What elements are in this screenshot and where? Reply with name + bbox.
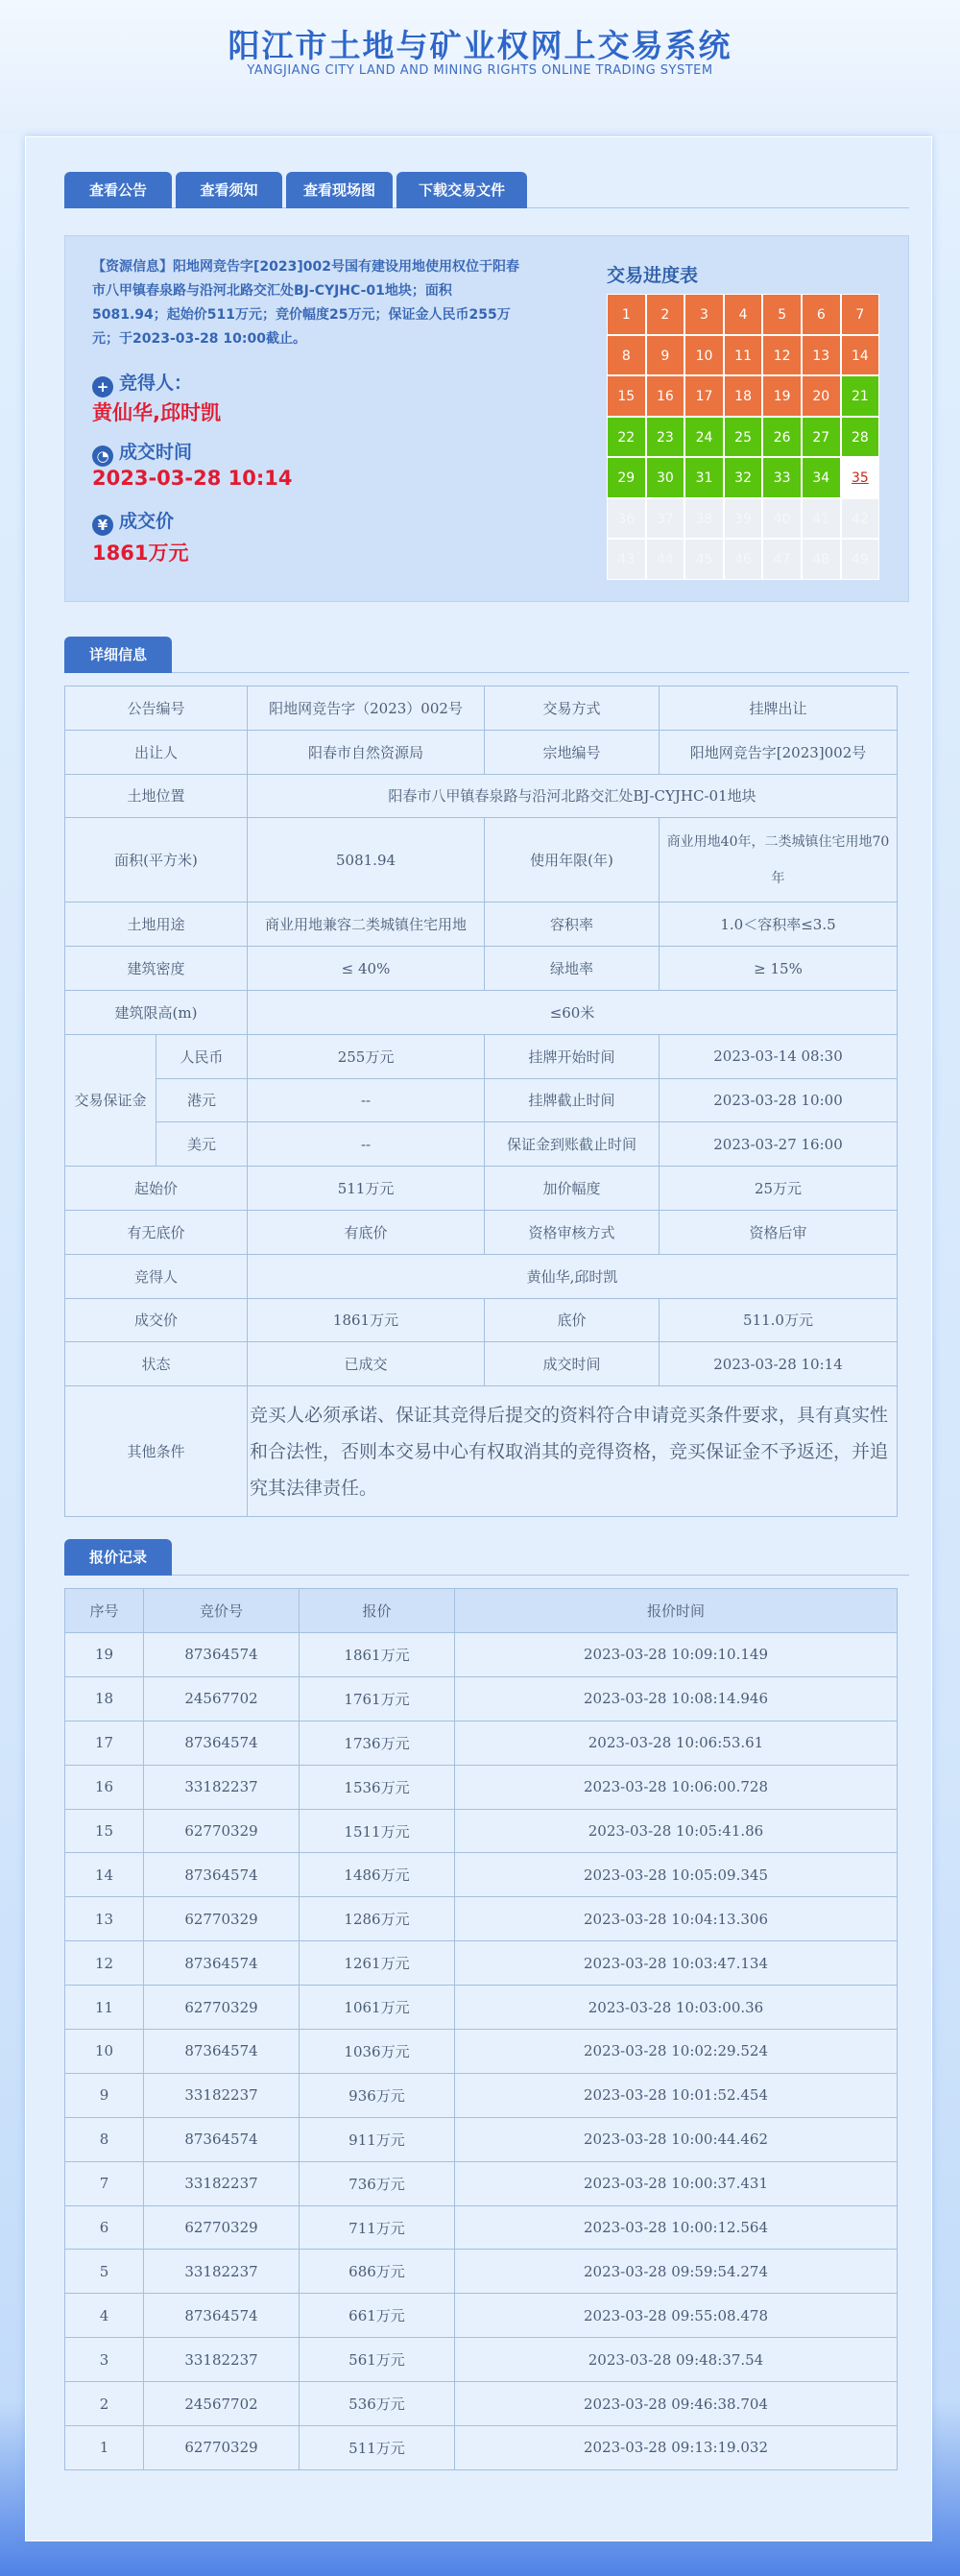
progress-cell: 27 [802, 417, 841, 458]
progress-cell: 26 [762, 417, 802, 458]
deal-time-value: 2023-03-28 10:14 [92, 467, 293, 490]
progress-cell: 41 [802, 498, 841, 540]
progress-grid [607, 294, 879, 580]
bid-row [65, 2073, 898, 2117]
progress-cell: 38 [684, 498, 724, 540]
progress-cell: 23 [646, 417, 685, 458]
detail-row: 其他条件 竞买人必须承诺、保证其竞得后提交的资料符合申请竞买条件要求，具有真实性和合法性，否则本交易中心有权取消其的竞得资格，竞买保证金不予返还，并追究其法律责任。 [65, 1386, 898, 1517]
progress-cell[interactable]: 35 [841, 457, 880, 498]
bid-cell: 1036万元 [300, 2030, 455, 2074]
bid-cell: 5 [65, 2250, 144, 2294]
bid-cell: 2023-03-28 10:00:12.564 [455, 2205, 898, 2250]
detail-row: 建筑密度 ≤ 40% 绿地率 ≥ 15% [65, 947, 898, 991]
col-header: 竞价号 [144, 1589, 300, 1633]
main-panel [25, 136, 932, 2541]
bid-row [65, 2250, 898, 2294]
bid-cell: 15 [65, 1809, 144, 1853]
progress-cell: 22 [607, 417, 646, 458]
detail-row: 公告编号 阳地网竞告字（2023）002号 交易方式 挂牌出让 [65, 686, 898, 731]
tab-view-site-map[interactable]: 查看现场图 [286, 172, 393, 208]
progress-cell: 7 [841, 294, 880, 335]
progress-cell: 47 [762, 539, 802, 580]
bid-row [65, 1765, 898, 1809]
progress-cell: 46 [724, 539, 763, 580]
progress-cell: 28 [841, 417, 880, 458]
site-title: 阳江市土地与矿业权网上交易系统 [228, 27, 732, 64]
bid-row [65, 1986, 898, 2030]
deal-time-label-text: 成交时间 [119, 442, 193, 463]
bid-row [65, 1853, 898, 1897]
bid-cell: 936万元 [300, 2073, 455, 2117]
bid-cell: 736万元 [300, 2161, 455, 2205]
bid-cell: 2023-03-28 10:00:44.462 [455, 2117, 898, 2161]
progress-cell: 16 [646, 375, 685, 417]
progress-cell: 39 [724, 498, 763, 540]
progress-cell: 21 [841, 375, 880, 417]
bid-cell: 87364574 [144, 1721, 300, 1765]
bid-cell: 33182237 [144, 2338, 300, 2382]
progress-cell: 20 [802, 375, 841, 417]
bid-cell: 87364574 [144, 2117, 300, 2161]
bid-cell: 62770329 [144, 2205, 300, 2250]
bid-cell: 2023-03-28 10:04:13.306 [455, 1897, 898, 1941]
bid-cell: 1861万元 [300, 1633, 455, 1677]
bid-cell: 1261万元 [300, 1941, 455, 1986]
bid-cell: 14 [65, 1853, 144, 1897]
bids-header-row [65, 1589, 898, 1633]
bid-cell: 1 [65, 2426, 144, 2470]
bid-row [65, 1897, 898, 1941]
progress-cell: 33 [762, 457, 802, 498]
tab-view-notice[interactable]: 查看须知 [176, 172, 282, 208]
bid-row [65, 2161, 898, 2205]
bid-row [65, 2117, 898, 2161]
bid-cell: 33182237 [144, 2073, 300, 2117]
bid-row [65, 1941, 898, 1986]
bid-cell: 2023-03-28 10:06:00.728 [455, 1765, 898, 1809]
site-subtitle: YANGJIANG CITY LAND AND MINING RIGHTS ONLINE TRADING SYSTEM [247, 63, 713, 78]
bid-cell: 2023-03-28 09:13:19.032 [455, 2426, 898, 2470]
col-header: 序号 [65, 1589, 144, 1633]
progress-cell: 2 [646, 294, 685, 335]
bid-cell: 18 [65, 1676, 144, 1721]
bid-cell: 62770329 [144, 2426, 300, 2470]
bid-cell: 661万元 [300, 2294, 455, 2338]
bid-cell: 1536万元 [300, 1765, 455, 1809]
col-header: 报价时间 [455, 1589, 898, 1633]
bid-row [65, 1809, 898, 1853]
bid-cell: 62770329 [144, 1897, 300, 1941]
progress-cell: 9 [646, 335, 685, 376]
tab-view-announcement[interactable]: 查看公告 [64, 172, 172, 208]
bid-cell: 511万元 [300, 2426, 455, 2470]
detail-row: 土地位置 阳春市八甲镇春泉路与沿河北路交汇处BJ-CYJHC-01地块 [65, 774, 898, 818]
deal-price-label-text: 成交价 [119, 511, 175, 532]
bid-cell: 4 [65, 2294, 144, 2338]
progress-cell: 29 [607, 457, 646, 498]
progress-cell: 17 [684, 375, 724, 417]
tab-download-files[interactable]: 下载交易文件 [396, 172, 527, 208]
progress-cell: 19 [762, 375, 802, 417]
detail-row: 土地用途 商业用地兼容二类城镇住宅用地 容积率 1.0＜容积率≤3.5 [65, 903, 898, 947]
bid-cell: 2023-03-28 10:02:29.524 [455, 2030, 898, 2074]
bid-cell: 6 [65, 2205, 144, 2250]
plus-circle-icon: + [92, 376, 113, 397]
bid-cell: 33182237 [144, 2161, 300, 2205]
winner-label-text: 竞得人： [119, 373, 193, 394]
bid-cell: 711万元 [300, 2205, 455, 2250]
bid-cell: 2023-03-28 10:01:52.454 [455, 2073, 898, 2117]
bid-cell: 33182237 [144, 1765, 300, 1809]
bid-cell: 87364574 [144, 1941, 300, 1986]
progress-title: 交易进度表 [607, 265, 699, 286]
resource-info-box [64, 235, 909, 602]
detail-row: 有无底价 有底价 资格审核方式 资格后审 [65, 1210, 898, 1254]
bid-cell: 2023-03-28 09:46:38.704 [455, 2382, 898, 2426]
detail-row: 出让人 阳春市自然资源局 宗地编号 阳地网竞告字[2023]002号 [65, 730, 898, 774]
deal-price-label [92, 509, 174, 534]
progress-cell: 3 [684, 294, 724, 335]
progress-cell: 44 [646, 539, 685, 580]
detail-row: 建筑限高(m) ≤60米 [65, 990, 898, 1034]
bid-row [65, 1633, 898, 1677]
progress-cell: 36 [607, 498, 646, 540]
bid-cell: 686万元 [300, 2250, 455, 2294]
col-header: 报价 [300, 1589, 455, 1633]
progress-cell: 13 [802, 335, 841, 376]
page-header [0, 0, 960, 134]
bid-row [65, 2205, 898, 2250]
yen-icon: ¥ [92, 515, 113, 536]
bid-cell: 2 [65, 2382, 144, 2426]
progress-cell: 6 [802, 294, 841, 335]
progress-cell: 37 [646, 498, 685, 540]
bid-cell: 2023-03-28 10:06:53.61 [455, 1721, 898, 1765]
progress-cell: 10 [684, 335, 724, 376]
bid-cell: 16 [65, 1765, 144, 1809]
bid-cell: 87364574 [144, 1853, 300, 1897]
progress-cell: 34 [802, 457, 841, 498]
bid-cell: 3 [65, 2338, 144, 2382]
progress-cell: 5 [762, 294, 802, 335]
progress-cell: 32 [724, 457, 763, 498]
bid-cell: 2023-03-28 10:05:09.345 [455, 1853, 898, 1897]
detail-row: 起始价 511万元 加价幅度 25万元 [65, 1167, 898, 1211]
bid-cell: 12 [65, 1941, 144, 1986]
bids-section-tab[interactable]: 报价记录 [64, 1539, 172, 1576]
resource-info-text: 【资源信息】阳地网竞告字[2023]002号国有建设用地使用权位于阳春市八甲镇春泉路与沿河北路交汇处BJ-CYJHC-01地块；面积5081.94；起始价511万元；竞价幅度25万元；保证金人民币255万元；于2023-03-28 10:00截止。 [92, 259, 519, 347]
detail-row: 成交价 1861万元 底价 511.0万元 [65, 1298, 898, 1342]
bid-cell: 8 [65, 2117, 144, 2161]
bid-cell: 1486万元 [300, 1853, 455, 1897]
progress-cell: 43 [607, 539, 646, 580]
clock-icon: ◔ [92, 445, 113, 467]
detail-row: 交易保证金 人民币 255万元 挂牌开始时间 2023-03-14 08:30 [65, 1034, 898, 1078]
bid-cell: 536万元 [300, 2382, 455, 2426]
bid-cell: 2023-03-28 10:05:41.86 [455, 1809, 898, 1853]
bids-section-header [64, 1539, 909, 1576]
bid-cell: 1761万元 [300, 1676, 455, 1721]
bid-row [65, 1721, 898, 1765]
detail-row: 美元 -- 保证金到账截止时间 2023-03-27 16:00 [65, 1122, 898, 1167]
bid-cell: 1511万元 [300, 1809, 455, 1853]
detail-row: 竞得人 黄仙华,邱时凯 [65, 1254, 898, 1298]
bid-row [65, 2426, 898, 2470]
bid-cell: 17 [65, 1721, 144, 1765]
bid-row [65, 2338, 898, 2382]
detail-table [64, 686, 898, 1517]
bid-cell: 11 [65, 1986, 144, 2030]
bid-cell: 1286万元 [300, 1897, 455, 1941]
bid-cell: 2023-03-28 10:08:14.946 [455, 1676, 898, 1721]
bid-row [65, 2294, 898, 2338]
bid-cell: 2023-03-28 10:09:10.149 [455, 1633, 898, 1677]
deal-time-label [92, 440, 192, 465]
bid-cell: 2023-03-28 10:00:37.431 [455, 2161, 898, 2205]
bid-cell: 561万元 [300, 2338, 455, 2382]
progress-cell: 45 [684, 539, 724, 580]
progress-cell: 1 [607, 294, 646, 335]
progress-cell: 40 [762, 498, 802, 540]
bid-cell: 33182237 [144, 2250, 300, 2294]
bid-cell: 2023-03-28 10:03:47.134 [455, 1941, 898, 1986]
deal-price-value: 1861万元 [92, 542, 189, 565]
bid-cell: 87364574 [144, 1633, 300, 1677]
bid-row [65, 1676, 898, 1721]
progress-cell: 14 [841, 335, 880, 376]
progress-cell: 31 [684, 457, 724, 498]
bid-row [65, 2030, 898, 2074]
bid-cell: 9 [65, 2073, 144, 2117]
detail-section-header [64, 637, 909, 673]
progress-cell: 42 [841, 498, 880, 540]
bids-table [64, 1588, 898, 2470]
bid-cell: 2023-03-28 09:55:08.478 [455, 2294, 898, 2338]
bid-cell: 2023-03-28 09:48:37.54 [455, 2338, 898, 2382]
progress-cell: 11 [724, 335, 763, 376]
bid-cell: 87364574 [144, 2294, 300, 2338]
progress-cell: 30 [646, 457, 685, 498]
bid-cell: 1061万元 [300, 1986, 455, 2030]
bid-cell: 24567702 [144, 2382, 300, 2426]
detail-row: 面积(平方米) 5081.94 使用年限(年) 商业用地40年，二类城镇住宅用地70年 [65, 818, 898, 903]
winner-value: 黄仙华,邱时凯 [92, 401, 221, 424]
detail-section-tab[interactable]: 详细信息 [64, 637, 172, 673]
progress-cell: 25 [724, 417, 763, 458]
progress-cell: 4 [724, 294, 763, 335]
bid-cell: 62770329 [144, 1986, 300, 2030]
progress-cell: 15 [607, 375, 646, 417]
bid-cell: 87364574 [144, 2030, 300, 2074]
detail-row: 港元 -- 挂牌截止时间 2023-03-28 10:00 [65, 1078, 898, 1122]
bid-cell: 24567702 [144, 1676, 300, 1721]
bid-cell: 2023-03-28 09:59:54.274 [455, 2250, 898, 2294]
bid-row [65, 2382, 898, 2426]
bid-cell: 911万元 [300, 2117, 455, 2161]
winner-label [92, 371, 192, 396]
bid-cell: 13 [65, 1897, 144, 1941]
bid-cell: 62770329 [144, 1809, 300, 1853]
bid-cell: 10 [65, 2030, 144, 2074]
tab-bar [64, 172, 909, 208]
bid-cell: 19 [65, 1633, 144, 1677]
progress-cell: 24 [684, 417, 724, 458]
detail-row: 状态 已成交 成交时间 2023-03-28 10:14 [65, 1342, 898, 1386]
bid-cell: 2023-03-28 10:03:00.36 [455, 1986, 898, 2030]
bid-cell: 1736万元 [300, 1721, 455, 1765]
bid-cell: 7 [65, 2161, 144, 2205]
progress-cell: 8 [607, 335, 646, 376]
progress-cell: 48 [802, 539, 841, 580]
progress-cell: 12 [762, 335, 802, 376]
progress-cell: 18 [724, 375, 763, 417]
progress-cell: 49 [841, 539, 880, 580]
